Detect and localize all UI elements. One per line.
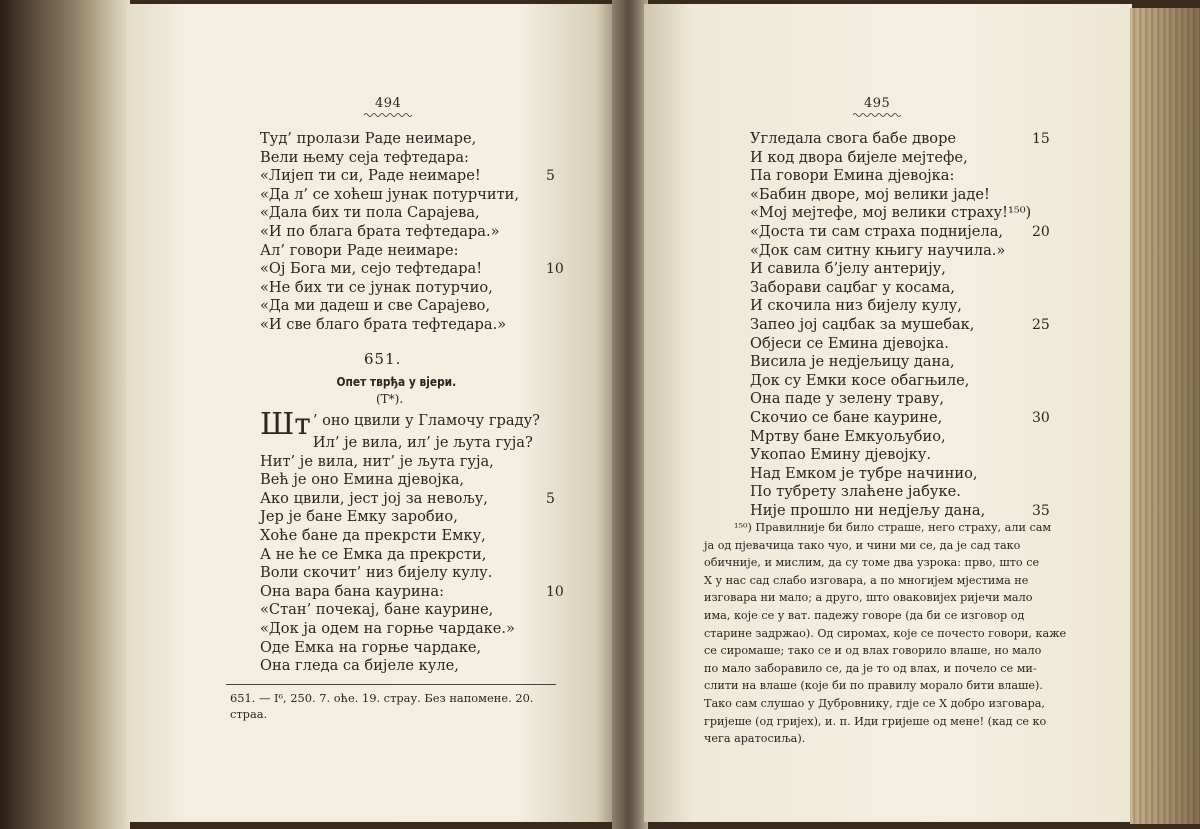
verse-block-top: [260, 130, 580, 335]
verse-line: [750, 502, 1050, 521]
verse-line: [260, 130, 580, 149]
verse-line-text: «Стан’ почекај, бане каурине,: [260, 601, 494, 619]
footnote-text: 651. — I⁶, 250. 7. оће. 19. страу. Без напомене. 20. страа.: [230, 691, 534, 721]
left-book-edge: [0, 0, 130, 829]
verse-line: [750, 167, 1050, 186]
verse-line-text: По тубрету злаћене јабуке.: [750, 483, 961, 501]
verse-line: [750, 260, 1050, 279]
verse-line-text: Туд’ пролази Раде неимаре,: [260, 130, 477, 147]
verse-line-text: И скочила низ бијелу кулу,: [750, 297, 962, 315]
verse-line: [750, 483, 1050, 502]
verse-line: [260, 434, 580, 453]
verse-line-first: [260, 407, 580, 442]
line-number: 10: [546, 583, 564, 600]
verse-line-text: Јер је бане Емку заробио,: [260, 508, 458, 526]
verse-line-text: Док су Емки косе обагњиле,: [750, 371, 970, 389]
verse-line-text: Већ је оно Емина дјевојка,: [260, 471, 465, 489]
verse-line-text: Скочио се бане каурине,: [750, 408, 943, 426]
verse-line: [260, 279, 580, 298]
footnote-line: по мало заборавило се, да је то од влах, и почело се ми-: [704, 661, 1037, 675]
verse-line: [260, 601, 580, 620]
verse-line-text: «Док сам ситну књигу научила.»: [750, 241, 1006, 259]
footnote-line: чега аратосиља).: [704, 732, 806, 746]
verse-line: [750, 353, 1050, 372]
ornament-divider: [853, 112, 901, 118]
verse-line-text: «Не бих ти се јунак потурчио,: [260, 278, 493, 296]
verse-line-text: Заборави саџбаг у косама,: [750, 278, 955, 296]
verse-line: [750, 130, 1050, 149]
verse-line-text: Воли скочит’ низ бијелу кулу.: [260, 564, 493, 582]
verse-line-text: «Мој мејтефе, мој велики страху!¹⁵⁰): [750, 204, 1032, 222]
verse-block-song: [260, 407, 580, 676]
verse-line: [260, 583, 580, 602]
footnote-line: гријеше (од гријех), и. п. Иди гријеше од мене! (кад се ко: [704, 714, 1047, 728]
line-number: 35: [1032, 502, 1050, 519]
page-number: 495: [864, 96, 891, 111]
left-page: [126, 4, 616, 822]
line-number: 5: [546, 168, 555, 185]
footnote-line: ¹⁵⁰) Правилније би било страше, него страху, али сам: [734, 521, 1052, 534]
verse-line: [750, 372, 1050, 391]
song-number: 651.: [364, 350, 402, 368]
book-gutter: [612, 0, 648, 829]
verse-line: [750, 335, 1050, 354]
verse-line-text: «Да ми дадеш и све Сарајево,: [260, 297, 491, 315]
verse-line-text: «И по блага брата тефтедара.»: [260, 222, 500, 240]
footnote-block: [704, 519, 1067, 748]
song-source: (Т*).: [376, 392, 404, 406]
verse-line: [260, 508, 580, 527]
verse-line: [260, 453, 580, 472]
verse-line: [260, 316, 580, 335]
verse-line: [260, 297, 580, 316]
verse-line-text: «Да л’ се хоћеш јунак потурчити,: [260, 185, 520, 203]
verse-line-text: «И све благо брата тефтедара.»: [260, 315, 507, 333]
right-page: [644, 4, 1132, 822]
verse-line: [750, 297, 1050, 316]
verse-line: [260, 639, 580, 658]
verse-line-text: «Бабин дворе, мој велики јаде!: [750, 185, 990, 203]
line-number: 25: [1032, 316, 1050, 333]
verse-line-text: Ал’ говори Раде неимаре:: [260, 241, 459, 259]
verse-line-text: И савила б’јелу антерију,: [750, 260, 946, 278]
verse-line-text: «Док ја одем на горње чардаке.»: [260, 619, 515, 637]
verse-line-text: «Ој Бога ми, сејо тефтедара!: [260, 260, 483, 278]
verse-line-text: Хоће бане да прекрсти Емку,: [260, 526, 486, 544]
verse-line-text: Нит’ је вила, нит’ је љута гуја,: [260, 452, 494, 470]
verse-line-text: Ако цвили, јест јој за невољу,: [260, 489, 488, 507]
footnote-line: Х у нас сад слабо изговара, а по многијем мјестима не: [704, 573, 1029, 587]
verse-line-text: Запео јој саџбак за мушебак,: [750, 315, 975, 333]
verse-line: [260, 564, 580, 583]
verse-line: [260, 527, 580, 546]
verse-line: [750, 149, 1050, 168]
verse-block: [750, 130, 1050, 520]
verse-line-text: Укопао Емину дјевојку.: [750, 446, 932, 464]
line-number: 15: [1032, 131, 1050, 147]
footnote-line: има, које се у ват. падежу говоре (да би се изговор од: [704, 608, 1025, 622]
verse-line-text: И код двора бијеле мејтефе,: [750, 148, 968, 166]
verse-line-text: Ил’ је вила, ил’ је љута гуја?: [312, 434, 533, 451]
verse-line: [750, 465, 1050, 484]
line-number: 30: [1032, 409, 1050, 426]
verse-line-text: «Дала бих ти пола Сарајева,: [260, 204, 480, 222]
line-number: 5: [546, 490, 555, 507]
footnote-line: слити на влаше (које би по правилу морало бити влаше).: [704, 679, 1043, 693]
verse-line: [750, 316, 1050, 335]
verse-line-text: Она гледа са бијеле куле,: [260, 657, 459, 675]
verse-line: [750, 409, 1050, 428]
verse-line: [750, 186, 1050, 205]
verse-line-text: Оде Емка на горње чардаке,: [260, 638, 482, 656]
footnote-line: Тако сам слушао у Дубровнику, гдје се Х добро изговара,: [704, 696, 1045, 710]
verse-line: [260, 149, 580, 168]
verse-line: [260, 620, 580, 639]
verse-line-text: Објеси се Емина дјевојка.: [750, 334, 949, 352]
verse-line: [260, 546, 580, 565]
verse-lines: [260, 434, 580, 676]
verse-line: [260, 490, 580, 509]
verse-line: [750, 446, 1050, 465]
first-line-text: ’ оно цвили у Гламочу граду?: [312, 412, 540, 429]
right-book-edge: [1130, 8, 1200, 824]
verse-line-text: Она паде у зелену траву,: [750, 390, 944, 408]
verse-line-text: «Доста ти сам страха поднијела,: [750, 222, 1004, 240]
verse-line-text: А не ће се Емка да прекрсти,: [260, 545, 487, 563]
verse-line-text: Мртву бане Емкуољубио,: [750, 427, 946, 445]
verse-line: [750, 242, 1050, 261]
verse-line-text: Она вара бана каурина:: [260, 582, 445, 600]
verse-line: [260, 260, 580, 279]
footnote-line: изговара ни мало; а друго, што оваковијех ријечи мало: [704, 591, 1033, 605]
verse-line-text: Висила је недјељицу дана,: [750, 353, 955, 371]
verse-line: [260, 471, 580, 490]
verse-line: [260, 167, 580, 186]
ornament-divider: [364, 112, 412, 118]
line-number: 20: [1032, 223, 1050, 240]
footnote-line: се сиромаше; тако се и од влах говорило влаше, но мало: [704, 644, 1042, 658]
footnote-rule: [226, 684, 556, 685]
footnote-line: обичније, и мислим, да су томе два узрока: прво, што се: [704, 556, 1040, 570]
footnote-line: ја од пјевачица тако чуо, и чини ми се, да је сад тако: [704, 538, 1021, 552]
verse-line: [260, 204, 580, 223]
verse-line: [260, 223, 580, 242]
verse-line: [750, 390, 1050, 409]
verse-line: [750, 428, 1050, 447]
verse-line-text: Над Емком је тубре начинио,: [750, 464, 978, 482]
verse-line-text: Вели њему сеја тефтедара:: [260, 148, 469, 166]
verse-line: [750, 204, 1050, 223]
verse-line: [750, 223, 1050, 242]
line-number: 10: [546, 261, 564, 278]
verse-line-text: Па говори Емина дјевојка:: [750, 167, 955, 185]
song-title: Опет тврђа у вјери.: [336, 374, 457, 389]
verse-line: [260, 657, 580, 676]
drop-cap: Шт: [260, 407, 311, 442]
footnote-line: старине задржао). Од сиромах, које се почесто говори, каже: [704, 626, 1067, 640]
verse-line-text: «Лијеп ти си, Раде неимаре!: [260, 167, 481, 185]
verse-line-text: Угледала свога бабе дворе: [750, 130, 957, 147]
verse-line: [260, 242, 580, 261]
verse-line: [750, 279, 1050, 298]
verse-line: [260, 186, 580, 205]
page-number: 494: [375, 96, 402, 111]
verse-line-text: Није прошло ни недјељу дана,: [750, 501, 986, 519]
